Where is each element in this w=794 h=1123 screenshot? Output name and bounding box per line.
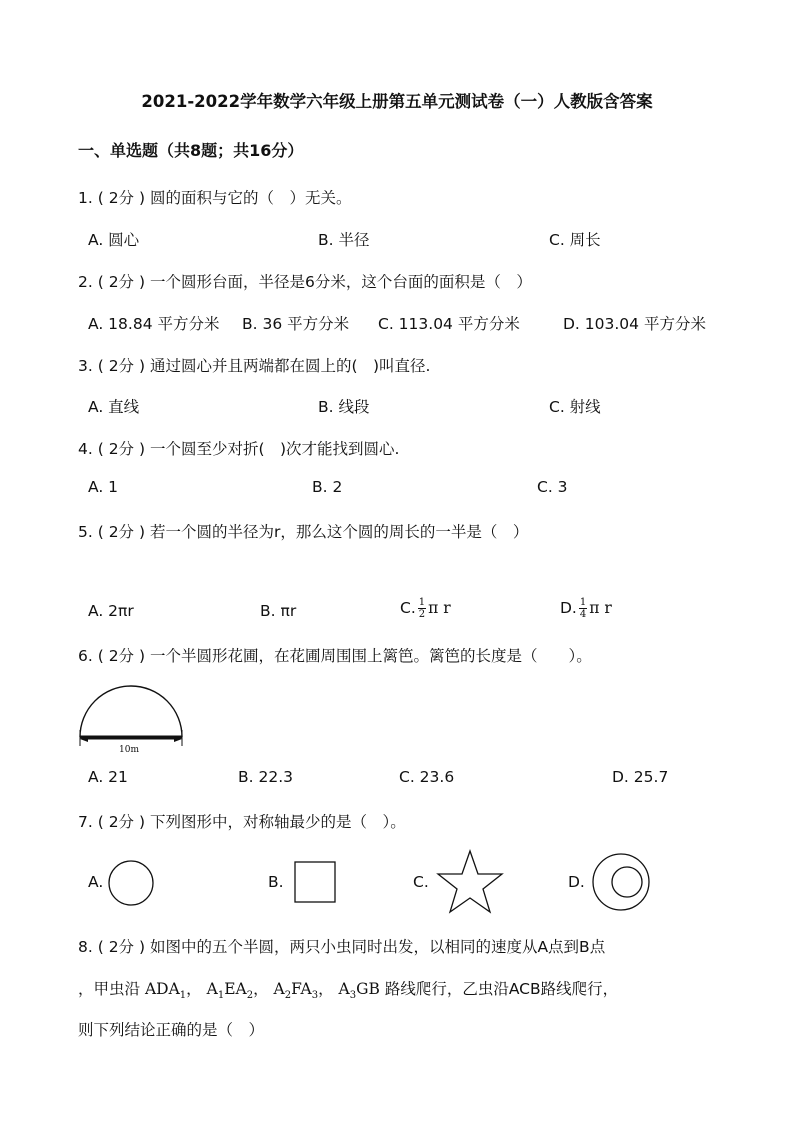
question-6-option-d[interactable]: D. 25.7 xyxy=(612,768,669,786)
option-d-prefix: D. xyxy=(560,599,577,617)
crescent-circle-shape-icon xyxy=(591,852,653,914)
question-5-option-a[interactable]: A. 2πr xyxy=(88,602,134,620)
option-c-prefix: C. xyxy=(400,599,416,617)
question-7-option-c[interactable]: C. xyxy=(413,873,429,891)
question-7-option-b[interactable]: B. xyxy=(268,873,284,891)
question-1-option-a[interactable]: A. 圆心 xyxy=(88,231,140,249)
option-d-tail: π r xyxy=(589,599,612,617)
question-6-option-c[interactable]: C. 23.6 xyxy=(399,768,455,786)
question-1-stem: 1. ( 2分 ) 圆的面积与它的（ ）无关。 xyxy=(78,189,352,207)
circle-shape-icon xyxy=(106,859,156,909)
question-3-option-b[interactable]: B. 线段 xyxy=(318,398,370,416)
question-4-stem: 4. ( 2分 ) 一个圆至少对折( )次才能找到圆心. xyxy=(78,440,400,458)
question-2-option-c[interactable]: C. 113.04 平方分米 xyxy=(378,315,520,333)
question-1-option-b[interactable]: B. 半径 xyxy=(318,231,370,249)
fraction-one-quarter: $\frac{1}{4}$ xyxy=(579,597,587,620)
option-c-tail: π r xyxy=(428,599,451,617)
question-6-stem: 6. ( 2分 ) 一个半圆形花圃，在花圃周围围上篱笆。篱笆的长度是（ ）。 xyxy=(78,647,592,665)
question-7-option-d[interactable]: D. xyxy=(568,873,585,891)
question-4-option-a[interactable]: A. 1 xyxy=(88,478,119,496)
question-2-stem: 2. ( 2分 ) 一个圆形台面，半径是6分米，这个台面的面积是（ ） xyxy=(78,273,532,291)
question-7-option-a[interactable]: A. xyxy=(88,873,104,891)
question-4-option-c[interactable]: C. 3 xyxy=(537,478,568,496)
question-6-option-a[interactable]: A. 21 xyxy=(88,768,128,786)
question-8-line-1: 8. ( 2分 ) 如图中的五个半圆，两只小虫同时出发，以相同的速度从A点到B点 xyxy=(78,938,606,956)
square-shape-icon xyxy=(294,861,338,905)
page-title: 2021-2022学年数学六年级上册第五单元测试卷（一）人教版含答案 xyxy=(141,92,653,111)
question-5-option-d[interactable] xyxy=(560,597,612,620)
question-4-option-b[interactable]: B. 2 xyxy=(312,478,343,496)
question-5-stem: 5. ( 2分 ) 若一个圆的半径为r，那么这个圆的周长的一半是（ ） xyxy=(78,523,529,541)
question-8-line-2: ，甲虫沿 $ADA_1$， $A_1EA_2$， $A_2FA_3$， $A_3GB$ 路线爬行，乙虫沿ACB路线爬行， xyxy=(78,980,619,1002)
question-3-option-a[interactable]: A. 直线 xyxy=(88,398,140,416)
question-6-option-b[interactable]: B. 22.3 xyxy=(238,768,293,786)
question-1-option-c[interactable]: C. 周长 xyxy=(549,231,601,249)
figure-length-label: 10m xyxy=(119,745,139,755)
fraction-one-half: $\frac{1}{2}$ xyxy=(418,597,426,620)
star-shape-icon xyxy=(436,849,506,915)
question-5-option-b[interactable]: B. πr xyxy=(260,602,297,620)
question-2-option-b[interactable]: B. 36 平方分米 xyxy=(242,315,350,333)
question-3-stem: 3. ( 2分 ) 通过圆心并且两端都在圆上的( )叫直径. xyxy=(78,357,431,375)
semicircle-figure xyxy=(76,680,186,756)
question-7-stem: 7. ( 2分 ) 下列图形中，对称轴最少的是（ ）。 xyxy=(78,813,406,831)
question-2-option-d[interactable]: D. 103.04 平方分米 xyxy=(563,315,706,333)
section-heading: 一、单选题（共8题；共16分） xyxy=(78,141,304,160)
question-3-option-c[interactable]: C. 射线 xyxy=(549,398,601,416)
question-2-option-a[interactable]: A. 18.84 平方分米 xyxy=(88,315,220,333)
question-5-option-c[interactable] xyxy=(400,597,451,620)
question-8-line-3: 则下列结论正确的是（ ） xyxy=(78,1021,265,1039)
